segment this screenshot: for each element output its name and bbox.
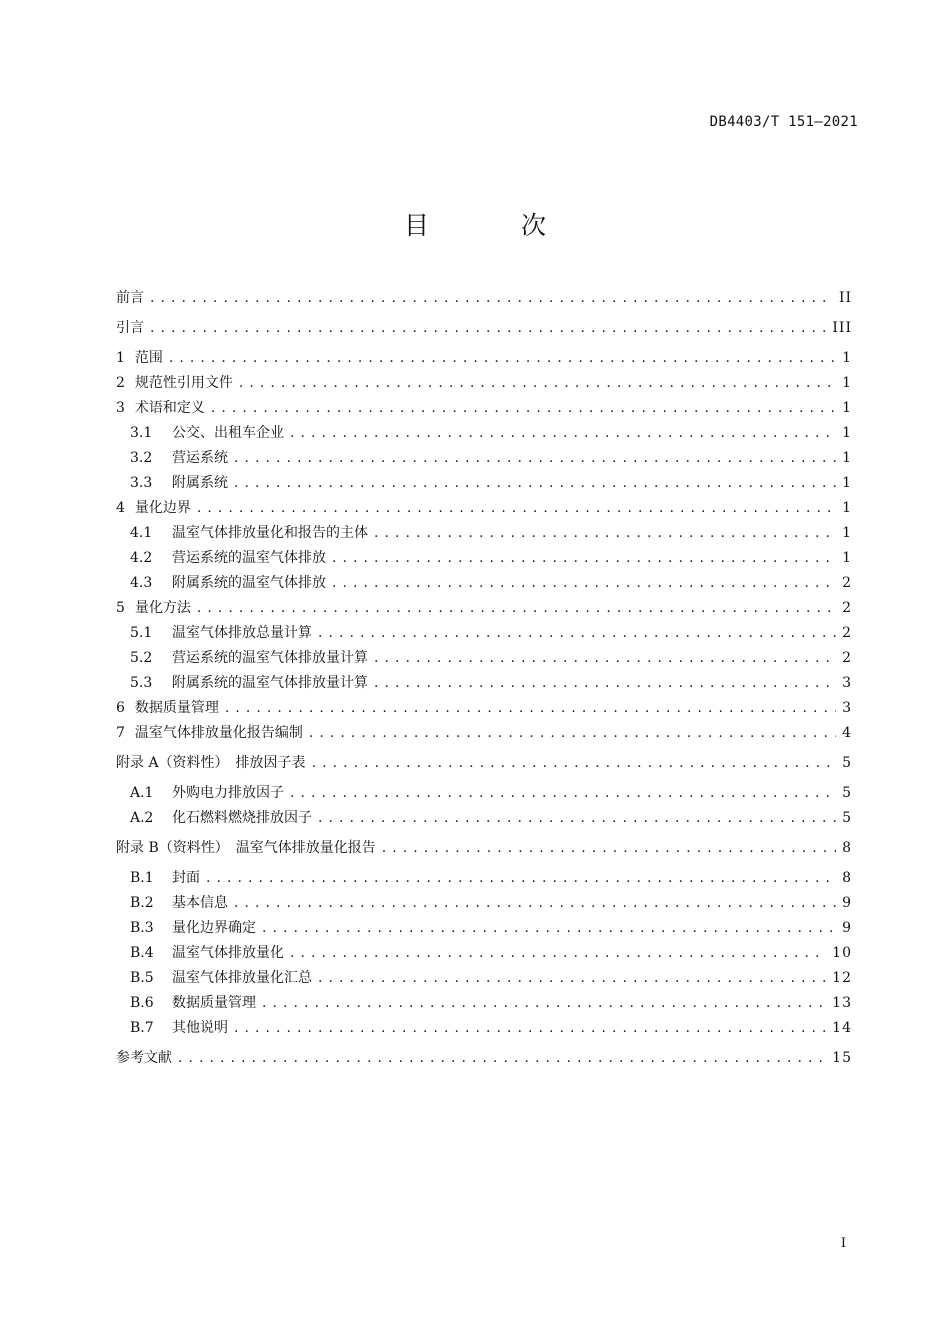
toc-entry-text: 营运系统的温室气体排放	[172, 550, 326, 566]
dot-leader	[234, 446, 836, 471]
dot-leader	[374, 671, 836, 696]
toc-entry-text: 数据质量管理	[172, 995, 256, 1011]
toc-entry-page: 9	[842, 920, 852, 936]
toc-entry-text: 参考文献	[116, 1050, 172, 1066]
toc-entry[interactable]	[116, 781, 852, 806]
toc-entry-label	[116, 751, 306, 776]
toc-entry-text: 温室气体排放量化	[172, 945, 284, 961]
toc-entry[interactable]	[116, 346, 852, 371]
toc-entry-number: 5.3	[130, 675, 153, 691]
toc-entry-number: B.5	[130, 970, 154, 986]
toc-entry-label	[130, 806, 312, 831]
toc-entry[interactable]	[116, 286, 852, 311]
toc-entry[interactable]	[116, 496, 852, 521]
toc-entry-label	[130, 421, 284, 446]
dot-leader	[178, 1046, 826, 1071]
toc-entry[interactable]	[116, 396, 852, 421]
toc-entry[interactable]	[116, 571, 852, 596]
toc-entry[interactable]	[116, 1046, 852, 1071]
dot-leader	[290, 941, 826, 966]
toc-entry-label	[116, 596, 191, 621]
dot-leader	[150, 286, 833, 311]
toc-entry-text: 化石燃料燃烧排放因子	[172, 810, 312, 826]
dot-leader	[318, 966, 826, 991]
toc-entry-number: B.7	[130, 1020, 154, 1036]
dot-leader	[262, 991, 826, 1016]
toc-entry-text: 前言	[116, 290, 144, 306]
toc-entry-label	[116, 371, 233, 396]
toc-entry-text: 温室气体排放总量计算	[172, 625, 312, 641]
toc-entry-page: II	[838, 290, 852, 306]
dot-leader	[374, 521, 836, 546]
toc-entry[interactable]	[116, 696, 852, 721]
toc-entry-text: 封面	[172, 870, 200, 886]
toc-entry-label	[130, 521, 368, 546]
dot-leader	[169, 346, 836, 371]
dot-leader	[234, 1016, 826, 1041]
toc-entry-label	[116, 836, 376, 861]
toc-entry[interactable]	[116, 521, 852, 546]
dot-leader	[332, 546, 836, 571]
toc-entry-number: 4.2	[130, 550, 153, 566]
toc-entry-page: 1	[842, 425, 852, 441]
toc-entry[interactable]	[116, 596, 852, 621]
toc-entry-page: 3	[842, 700, 852, 716]
toc-entry-page: 9	[842, 895, 852, 911]
toc-entry[interactable]	[116, 371, 852, 396]
dot-leader	[382, 836, 836, 861]
dot-leader	[312, 751, 837, 776]
toc-entry-number: 5.1	[130, 625, 153, 641]
toc-entry-text: 附属系统的温室气体排放量计算	[172, 675, 368, 691]
toc-entry-number: 4.3	[130, 575, 153, 591]
toc-entry-page: 2	[842, 625, 852, 641]
toc-entry[interactable]	[116, 471, 852, 496]
toc-entry-text: 附录 A（资料性） 排放因子表	[116, 755, 306, 771]
toc-entry-label	[116, 316, 144, 341]
toc-entry-text: 附录 B（资料性） 温室气体排放量化报告	[116, 840, 376, 856]
toc-entry-number: B.6	[130, 995, 154, 1011]
toc-entry-label	[130, 646, 368, 671]
dot-leader	[318, 806, 836, 831]
dot-leader	[374, 646, 836, 671]
toc-entry-label	[130, 866, 200, 891]
toc-entry-label	[116, 696, 219, 721]
toc-entry-page: 5	[842, 755, 852, 771]
dot-leader	[211, 396, 836, 421]
toc-entry-page: 5	[842, 810, 852, 826]
toc-entry-number: B.3	[130, 920, 154, 936]
dot-leader	[225, 696, 836, 721]
toc-entry-page: 15	[832, 1050, 852, 1066]
dot-leader	[318, 621, 836, 646]
toc-entry-page: 3	[842, 675, 852, 691]
toc-entry-number: B.1	[130, 870, 154, 886]
toc-entry-label	[130, 546, 326, 571]
toc-entry-number: A.2	[130, 810, 154, 826]
toc-entry-page: 1	[842, 525, 852, 541]
toc-entry-page: 14	[832, 1020, 852, 1036]
toc-entry-number: 3.3	[130, 475, 153, 491]
page-title: 目 次	[404, 211, 588, 240]
toc-entry-page: 1	[842, 375, 852, 391]
toc-entry-label	[130, 781, 284, 806]
toc-entry-label	[130, 966, 312, 991]
dot-leader	[290, 421, 836, 446]
toc-entry-text: 其他说明	[172, 1020, 228, 1036]
toc-entry-label	[130, 916, 256, 941]
toc-entry[interactable]	[116, 916, 852, 941]
toc-entry-text: 附属系统	[172, 475, 228, 491]
toc-entry-label	[130, 446, 228, 471]
toc-entry-text: 温室气体排放量化报告编制	[134, 725, 303, 741]
toc-entry[interactable]	[116, 646, 852, 671]
toc-entry[interactable]	[116, 421, 852, 446]
toc-entry-text: 温室气体排放量化和报告的主体	[172, 525, 368, 541]
document-code: DB4403/T 151—2021	[709, 114, 858, 130]
toc-entry-page: 8	[842, 840, 852, 856]
toc-entry-number: 3.1	[130, 425, 153, 441]
dot-leader	[150, 316, 826, 341]
toc-entry-number: 1	[116, 350, 125, 366]
toc-entry-page: 1	[842, 450, 852, 466]
toc-entry-label	[130, 991, 256, 1016]
toc-entry-text: 术语和定义	[134, 400, 205, 416]
toc-entry-text: 营运系统	[172, 450, 228, 466]
toc-entry-number: B.4	[130, 945, 154, 961]
toc-entry-number: A.1	[130, 785, 154, 801]
toc-entry-page: 2	[842, 650, 852, 666]
toc-entry-label	[116, 1046, 172, 1071]
toc-entry[interactable]	[116, 316, 852, 341]
toc-entry-page: 1	[842, 550, 852, 566]
toc-entry-text: 规范性引用文件	[134, 375, 233, 391]
toc-entry-text: 数据质量管理	[134, 700, 219, 716]
toc-entry-text: 量化边界	[134, 500, 191, 516]
toc-entry-number: 6	[116, 700, 125, 716]
toc-entry-page: 10	[832, 945, 852, 961]
toc-entry[interactable]	[116, 836, 852, 861]
toc-entry-label	[116, 721, 303, 746]
toc-entry[interactable]	[116, 941, 852, 966]
toc-entry-label	[130, 571, 326, 596]
toc-entry-text: 温室气体排放量化汇总	[172, 970, 312, 986]
toc-entry-number: B.2	[130, 895, 154, 911]
toc-entry-number: 5	[116, 600, 125, 616]
toc-entry-number: 2	[116, 375, 125, 391]
page-number: I	[840, 1236, 846, 1251]
toc-entry[interactable]	[116, 446, 852, 471]
dot-leader	[239, 371, 836, 396]
toc-entry[interactable]	[116, 991, 852, 1016]
toc-entry-number: 4	[116, 500, 125, 516]
toc-entry-page: 1	[842, 350, 852, 366]
toc-entry-label	[116, 346, 163, 371]
toc-entry-page: 2	[842, 600, 852, 616]
dot-leader	[206, 866, 836, 891]
toc-entry[interactable]	[116, 806, 852, 831]
toc-entry-text: 引言	[116, 320, 144, 336]
toc-entry-text: 量化方法	[134, 600, 191, 616]
toc-entry-page: 1	[842, 500, 852, 516]
toc-entry-label	[130, 941, 284, 966]
toc-entry[interactable]	[116, 721, 852, 746]
dot-leader	[309, 721, 836, 746]
toc-entry-page: 8	[842, 870, 852, 886]
toc-entry-text: 公交、出租车企业	[172, 425, 284, 441]
toc-entry-page: 1	[842, 475, 852, 491]
toc-entry[interactable]	[116, 966, 852, 991]
toc-entry-number: 3	[116, 400, 125, 416]
table-of-contents	[116, 286, 852, 1071]
toc-entry[interactable]	[116, 1016, 852, 1041]
toc-entry-text: 营运系统的温室气体排放量计算	[172, 650, 368, 666]
toc-entry-label	[116, 496, 191, 521]
toc-entry-label	[130, 621, 312, 646]
toc-entry-label	[130, 891, 228, 916]
toc-entry-text: 范围	[134, 350, 163, 366]
toc-entry[interactable]	[116, 891, 852, 916]
toc-entry[interactable]	[116, 866, 852, 891]
toc-entry[interactable]	[116, 546, 852, 571]
toc-entry-page: 5	[842, 785, 852, 801]
dot-leader	[290, 781, 836, 806]
toc-entry-number: 7	[116, 725, 125, 741]
toc-entry-page: 12	[832, 970, 852, 986]
toc-entry-text: 基本信息	[172, 895, 228, 911]
toc-entry-page: 4	[842, 725, 852, 741]
toc-entry-label	[130, 671, 368, 696]
dot-leader	[197, 496, 836, 521]
toc-entry-label	[130, 471, 228, 496]
toc-entry[interactable]	[116, 671, 852, 696]
toc-entry-label	[130, 1016, 228, 1041]
dot-leader	[332, 571, 836, 596]
toc-entry-text: 量化边界确定	[172, 920, 256, 936]
toc-entry-page: 13	[832, 995, 852, 1011]
dot-leader	[197, 596, 836, 621]
toc-entry-label	[116, 286, 144, 311]
toc-entry-page: 2	[842, 575, 852, 591]
toc-entry-page: 1	[842, 400, 852, 416]
toc-entry-text: 外购电力排放因子	[172, 785, 284, 801]
toc-entry-number: 4.1	[130, 525, 153, 541]
dot-leader	[234, 471, 836, 496]
dot-leader	[234, 891, 836, 916]
toc-entry[interactable]	[116, 621, 852, 646]
toc-entry-number: 5.2	[130, 650, 153, 666]
toc-entry[interactable]	[116, 751, 852, 776]
toc-entry-label	[116, 396, 205, 421]
toc-entry-number: 3.2	[130, 450, 153, 466]
toc-entry-page: III	[832, 320, 852, 336]
toc-entry-text: 附属系统的温室气体排放	[172, 575, 326, 591]
dot-leader	[262, 916, 836, 941]
